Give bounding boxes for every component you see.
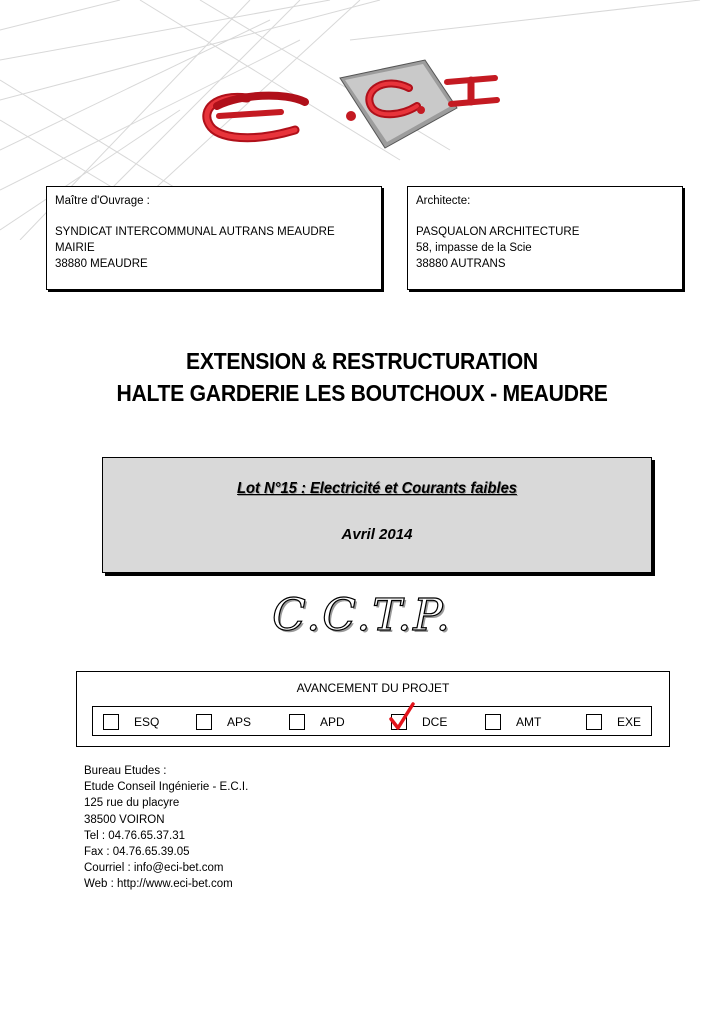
stage-label: APS (227, 715, 252, 729)
stage-label: AMT (516, 715, 542, 729)
architect-line: 58, impasse de la Scie (416, 242, 532, 254)
owner-label: Maître d'Ouvrage : (55, 195, 150, 207)
contact-line: 125 rue du placyre (84, 797, 180, 810)
architect-label: Architecte: (416, 195, 471, 207)
stage-label: APD (320, 715, 345, 729)
eci-logo (195, 50, 515, 150)
stage-label: ESQ (134, 715, 160, 729)
checkbox-apd[interactable] (289, 714, 305, 730)
lot-title: Lot N°15 : Electricité et Courants faibles (237, 480, 517, 497)
stage-label: DCE (422, 715, 448, 729)
checkbox-exe[interactable] (586, 714, 602, 730)
contact-line: Tel : 04.76.65.37.31 (84, 829, 186, 842)
contact-line: Etude Conseil Ingénierie - E.C.I. (84, 781, 249, 794)
checkbox-esq[interactable] (103, 714, 119, 730)
project-progress-box (76, 671, 670, 747)
owner-line: 38880 MEAUDRE (55, 258, 148, 270)
architect-line: 38880 AUTRANS (416, 258, 506, 270)
stage-label: EXE (617, 715, 642, 729)
progress-title: AVANCEMENT DU PROJET (296, 681, 450, 695)
document-type-title: C.C.T.P. (272, 590, 452, 641)
owner-line: MAIRIE (55, 242, 95, 254)
architect-box (407, 186, 683, 290)
contact-line[interactable]: Web : http://www.eci-bet.com (84, 878, 233, 891)
checkbox-amt[interactable] (485, 714, 501, 730)
owner-line: SYNDICAT INTERCOMMUNAL AUTRANS MEAUDRE (55, 226, 335, 238)
contact-line[interactable]: Courriel : info@eci-bet.com (84, 862, 224, 875)
project-title-line1: EXTENSION & RESTRUCTURATION (186, 348, 538, 374)
contact-line: 38500 VOIRON (84, 813, 165, 826)
owner-box (46, 186, 382, 290)
lot-box (102, 457, 652, 573)
checkbox-aps[interactable] (196, 714, 212, 730)
progress-stages-row (92, 706, 652, 736)
lot-date: Avril 2014 (341, 526, 413, 543)
architect-line: PASQUALON ARCHITECTURE (416, 226, 580, 238)
contact-line: Fax : 04.76.65.39.05 (84, 846, 190, 859)
contact-line: Bureau Etudes : (84, 765, 167, 777)
design-office-contact (84, 763, 248, 893)
project-title-line2: HALTE GARDERIE LES BOUTCHOUX - MEAUDRE (116, 380, 608, 406)
checkmark-icon (388, 702, 416, 732)
